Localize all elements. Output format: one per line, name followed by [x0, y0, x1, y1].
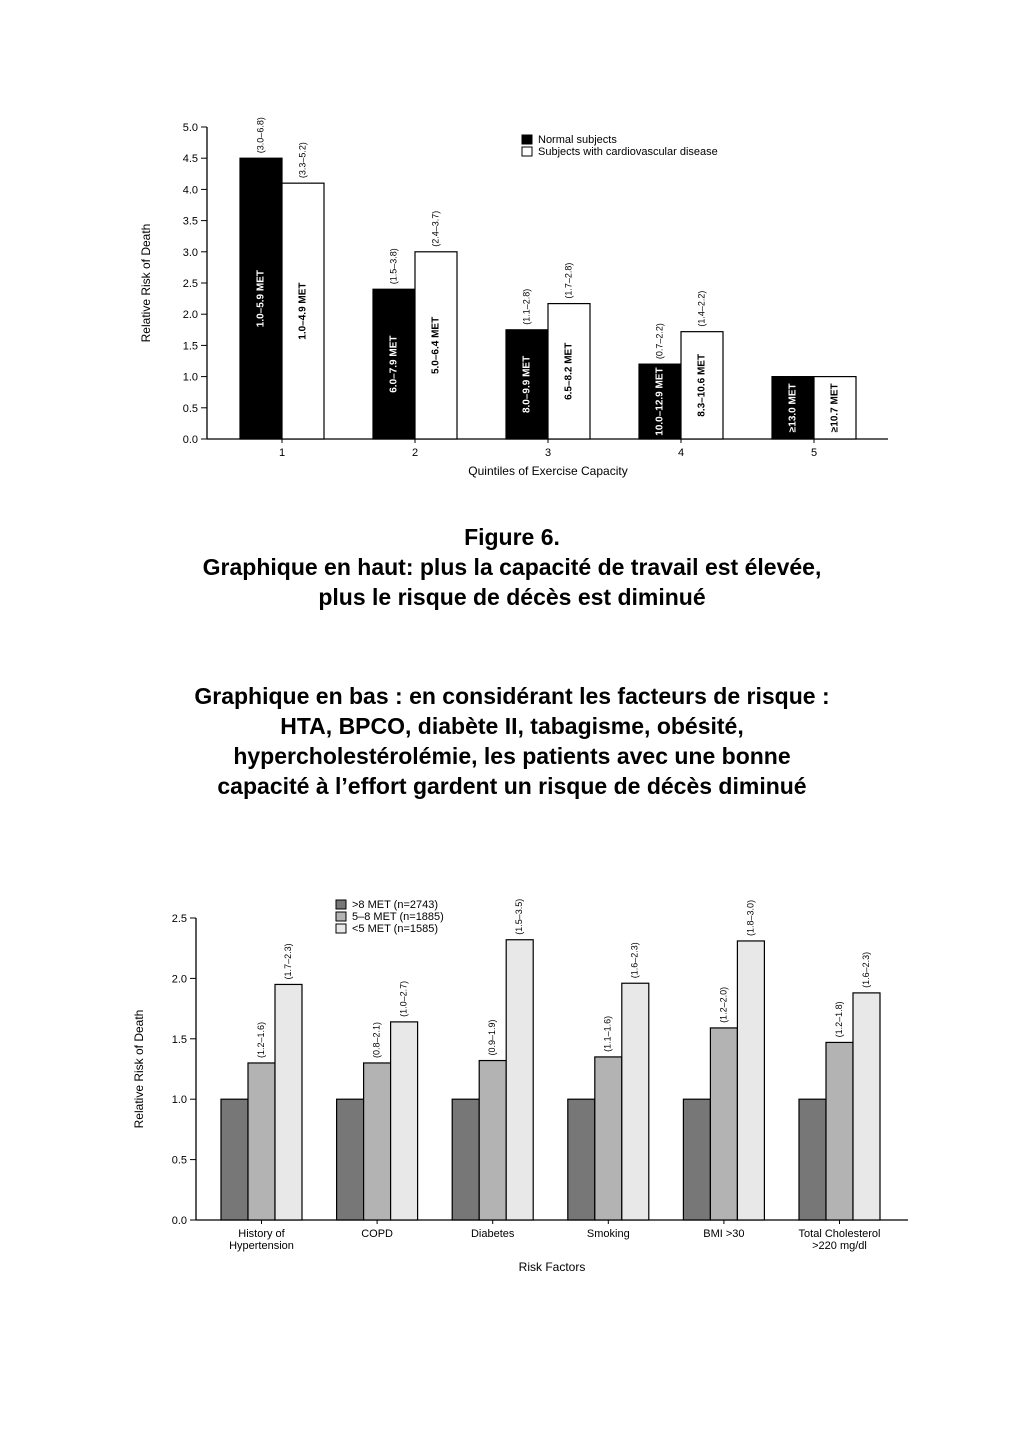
bar-label: 8.0–9.9 MET [521, 355, 533, 414]
x-tick-label: Hypertension [229, 1240, 294, 1252]
y-tick-label: 4.0 [182, 184, 198, 197]
legend-swatch [522, 135, 532, 144]
x-tick-label: 3 [544, 447, 552, 459]
bar [568, 1099, 595, 1220]
ci-label: (1.2–1.6) [255, 1021, 266, 1058]
y-tick-label: 5.0 [182, 122, 198, 134]
ci-label: (2.4–3.7) [430, 210, 441, 247]
caption-bottom-line-4: capacité à l’effort gardent un risque de décès diminué [217, 773, 807, 799]
legend-label: Subjects with cardiovascular disease [538, 146, 718, 158]
legend-swatch [336, 924, 346, 933]
y-tick-label: 1.5 [182, 340, 198, 353]
caption-bottom-line-1: Graphique en bas : en considérant les facteurs de risque : [194, 683, 830, 709]
ci-label: (0.7–2.2) [654, 323, 665, 360]
bar [799, 1099, 826, 1220]
ci-label: (0.8–2.1) [371, 1021, 382, 1058]
bar [452, 1099, 479, 1220]
ci-label: (1.8–3.0) [745, 899, 756, 936]
legend-swatch [336, 912, 346, 921]
caption-bottom-line-3: hypercholestérolémie, les patients avec une bonne [233, 743, 791, 769]
y-tick-label: 0.0 [171, 1215, 187, 1227]
bar [683, 1099, 710, 1220]
legend-swatch [522, 147, 532, 156]
bar [221, 1099, 248, 1220]
y-tick-label: 2.5 [182, 278, 198, 290]
y-tick-label: 2.0 [171, 973, 187, 986]
caption-top-line-1: Graphique en haut: plus la capacité de travail est élevée, [202, 554, 822, 580]
ci-label: (1.2–1.8) [833, 1001, 844, 1038]
y-tick-label: 2.5 [171, 913, 187, 925]
bar [737, 941, 764, 1220]
ci-label: (0.9–1.9) [487, 1019, 498, 1056]
bar-label: 1.0–5.9 MET [255, 269, 267, 328]
bar [275, 984, 302, 1220]
bar [506, 940, 533, 1220]
x-axis-title: Risk Factors [518, 1260, 586, 1274]
x-tick-label: 4 [677, 447, 685, 459]
figure-label: Figure 6. [464, 524, 560, 550]
x-axis-title: Quintiles of Exercise Capacity [468, 464, 628, 478]
exercise-capacity-chart [0, 0, 1024, 500]
x-tick-label: COPD [361, 1228, 393, 1240]
ci-label: (3.3–5.2) [297, 142, 308, 179]
ci-label: (1.0–2.7) [398, 980, 409, 1017]
bar-label: 6.5–8.2 MET [563, 342, 575, 400]
x-tick-label: BMI >30 [703, 1228, 745, 1240]
x-tick-label: Total Cholesterol [798, 1228, 881, 1240]
bar [248, 1063, 275, 1220]
x-tick-label: History of [238, 1228, 285, 1240]
x-tick-label: 1 [278, 447, 286, 459]
legend-label: Normal subjects [538, 134, 617, 146]
y-tick-label: 1.5 [171, 1033, 187, 1046]
y-tick-label: 0.0 [182, 434, 198, 446]
x-tick-label: 2 [411, 447, 419, 459]
bar [391, 1022, 418, 1220]
ci-label: (1.4–2.2) [696, 290, 707, 327]
figure-caption-top [0, 522, 1024, 612]
y-tick-label: 0.5 [171, 1154, 187, 1167]
ci-label: (1.2–2.0) [718, 986, 729, 1023]
legend-label: >8 MET (n=2743) [352, 899, 439, 911]
caption-bottom-line-2: HTA, BPCO, diabète II, tabagisme, obésité, [280, 713, 744, 739]
ci-label: (1.6–2.3) [629, 942, 640, 979]
bar-label: 1.0–4.9 MET [297, 282, 309, 340]
y-tick-label: 1.0 [171, 1094, 187, 1107]
legend-label: 5–8 MET (n=1885) [352, 911, 444, 923]
bar [479, 1061, 506, 1220]
x-tick-label: Diabetes [470, 1228, 515, 1240]
y-tick-label: 2.0 [182, 309, 198, 322]
bar-label: 10.0–12.9 MET [654, 367, 666, 436]
bar [337, 1099, 364, 1220]
figure-caption-bottom [0, 681, 1024, 801]
bar [826, 1042, 853, 1220]
x-tick-label: >220 mg/dl [812, 1240, 867, 1252]
y-tick-label: 3.0 [182, 246, 198, 259]
legend-swatch [336, 900, 346, 909]
ci-label: (1.7–2.8) [563, 262, 574, 299]
caption-top-line-2: plus le risque de décès est diminué [318, 584, 706, 610]
bar [622, 983, 649, 1220]
bar-label: 6.0–7.9 MET [388, 335, 400, 393]
y-tick-label: 1.0 [182, 371, 198, 384]
y-tick-label: 3.5 [182, 215, 198, 228]
bar-label: ≥13.0 MET [787, 383, 799, 433]
legend-label: <5 MET (n=1585) [352, 923, 439, 935]
ci-label: (3.0–6.8) [255, 117, 266, 154]
ci-label: (1.5–3.8) [388, 248, 399, 285]
y-axis-title: Relative Risk of Death [132, 1009, 146, 1129]
bar [364, 1063, 391, 1220]
ci-label: (1.5–3.5) [514, 898, 525, 935]
bar-label: 5.0–6.4 MET [430, 316, 442, 375]
risk-factors-chart [0, 860, 1024, 1300]
bar [595, 1057, 622, 1220]
bar [853, 993, 880, 1220]
y-axis-title: Relative Risk of Death [139, 223, 153, 343]
ci-label: (1.1–1.6) [602, 1015, 613, 1052]
y-tick-label: 0.5 [182, 402, 198, 415]
ci-label: (1.6–2.3) [860, 951, 871, 988]
ci-label: (1.7–2.3) [282, 943, 293, 980]
x-tick-label: 5 [810, 447, 818, 459]
bar [710, 1028, 737, 1220]
bar-label: ≥10.7 MET [829, 383, 841, 433]
ci-label: (1.1–2.8) [521, 288, 532, 325]
y-tick-label: 4.5 [182, 153, 198, 166]
x-tick-label: Smoking [586, 1228, 630, 1240]
bar-label: 8.3–10.6 MET [696, 353, 708, 417]
